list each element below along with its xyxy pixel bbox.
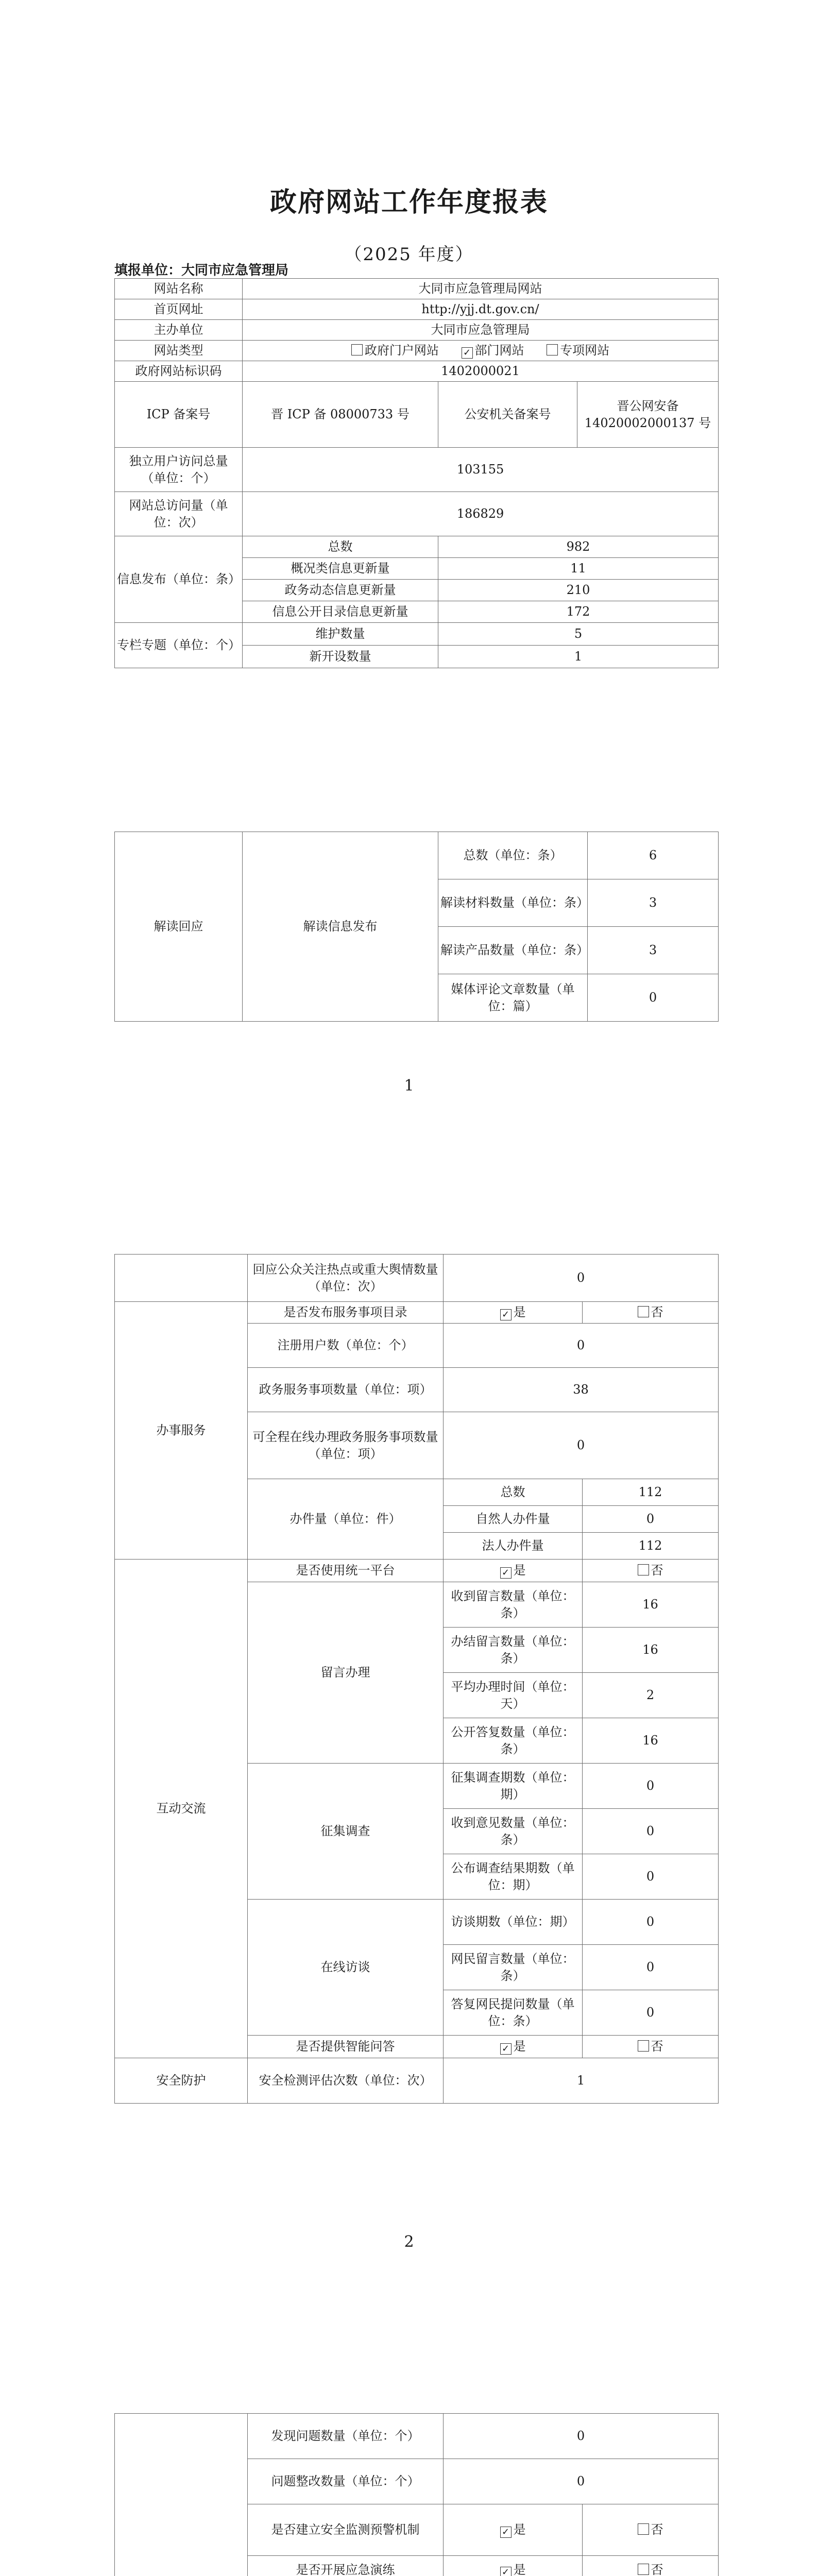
interp-row-value: 6 bbox=[588, 832, 719, 879]
label-security: 安全防护 bbox=[115, 2058, 248, 2104]
report-year: （2025 年度） bbox=[344, 244, 474, 265]
msg-row-label: 公开答复数量（单位：条） bbox=[444, 1718, 583, 1764]
topic-row-label: 维护数量 bbox=[243, 623, 438, 646]
site-type-option: ✓ 部门网站 bbox=[462, 342, 524, 359]
checkbox-icon bbox=[638, 1564, 649, 1575]
page-number: 1 bbox=[404, 1077, 414, 1095]
checkbox-icon: ✓ bbox=[462, 347, 473, 359]
survey-row-value: 0 bbox=[583, 1764, 719, 1809]
checkbox-icon bbox=[638, 2564, 649, 2575]
opt-drill-yes: ✓ 是 bbox=[444, 2556, 583, 2576]
talk-row-label: 访谈期数（单位：期） bbox=[444, 1900, 583, 1945]
checkbox-icon: ✓ bbox=[500, 2567, 512, 2576]
label-site-id: 政府网站标识码 bbox=[115, 361, 243, 382]
checkbox-icon: ✓ bbox=[500, 2043, 512, 2055]
value-icp: 晋 ICP 备 08000733 号 bbox=[243, 382, 438, 448]
msg-row-label: 收到留言数量（单位：条） bbox=[444, 1582, 583, 1628]
opt-smart-yes: ✓ 是 bbox=[444, 2036, 583, 2058]
checkbox-icon bbox=[638, 2040, 649, 2052]
opt-unified-yes: ✓ 是 bbox=[444, 1560, 583, 1582]
handle-row-value: 0 bbox=[583, 1506, 719, 1533]
opt-unified-no: 否 bbox=[583, 1560, 719, 1582]
handle-row-label: 法人办件量 bbox=[444, 1533, 583, 1560]
label-scan: 安全检测评估次数（单位：次） bbox=[248, 2058, 444, 2104]
site-type-options bbox=[243, 341, 719, 361]
survey-row-value: 0 bbox=[583, 1809, 719, 1854]
label-monitor: 是否建立安全监测预警机制 bbox=[248, 2504, 444, 2556]
interp-row-value: 3 bbox=[588, 879, 719, 927]
survey-row-value: 0 bbox=[583, 1854, 719, 1900]
checkbox-icon bbox=[638, 2523, 649, 2535]
value-organizer: 大同市应急管理局 bbox=[243, 320, 719, 341]
site-type-option: 政府门户网站 bbox=[351, 342, 439, 359]
checkbox-icon: ✓ bbox=[500, 2527, 512, 2538]
opt-service-item-yes: ✓ 是 bbox=[444, 1302, 583, 1324]
msg-row-label: 平均办理时间（单位：天） bbox=[444, 1673, 583, 1718]
survey-row-label: 公布调查结果期数（单位：期） bbox=[444, 1854, 583, 1900]
label-found: 发现问题数量（单位：个） bbox=[248, 2414, 444, 2459]
label-icp: ICP 备案号 bbox=[115, 382, 243, 448]
talk-row-value: 0 bbox=[583, 1900, 719, 1945]
value-police: 晋公网安备 14020002000137 号 bbox=[577, 382, 719, 448]
label-site-type: 网站类型 bbox=[115, 341, 243, 361]
label-drill: 是否开展应急演练 bbox=[248, 2556, 444, 2576]
info-row-label: 政务动态信息更新量 bbox=[243, 580, 438, 601]
label-interp: 解读回应 bbox=[115, 832, 243, 1022]
value-found: 0 bbox=[444, 2414, 719, 2459]
survey-row-label: 征集调查期数（单位：期） bbox=[444, 1764, 583, 1809]
handle-row-label: 自然人办件量 bbox=[444, 1506, 583, 1533]
label-pv: 网站总访问量（单位：次） bbox=[115, 492, 243, 536]
talk-row-value: 0 bbox=[583, 1945, 719, 1990]
label-talk: 在线访谈 bbox=[248, 1900, 444, 2036]
label-interp-sub: 解读信息发布 bbox=[243, 832, 438, 1022]
value-reg-users: 0 bbox=[444, 1324, 719, 1368]
label-smart: 是否提供智能问答 bbox=[248, 2036, 444, 2058]
label-home-url: 首页网址 bbox=[115, 299, 243, 320]
checkbox-icon bbox=[351, 344, 363, 355]
interp-row-value: 0 bbox=[588, 974, 719, 1022]
info-row-value: 172 bbox=[438, 601, 719, 623]
report-title: 政府网站工作年度报表 bbox=[269, 187, 548, 218]
handle-row-value: 112 bbox=[583, 1533, 719, 1560]
label-handle: 办件量（单位：件） bbox=[248, 1479, 444, 1560]
label-topic: 专栏专题（单位：个） bbox=[115, 623, 243, 668]
value-respond: 0 bbox=[444, 1255, 719, 1302]
value-fixed: 0 bbox=[444, 2459, 719, 2504]
value-home-url: http://yjj.dt.gov.cn/ bbox=[243, 299, 719, 320]
report-table-1b bbox=[114, 832, 719, 1022]
talk-row-label: 网民留言数量（单位：条） bbox=[444, 1945, 583, 1990]
label-service-item: 是否发布服务事项目录 bbox=[248, 1302, 444, 1324]
info-row-value: 210 bbox=[438, 580, 719, 601]
label-survey: 征集调查 bbox=[248, 1764, 444, 1900]
interp-row-label: 解读产品数量（单位：条） bbox=[438, 927, 588, 974]
topic-row-value: 1 bbox=[438, 646, 719, 668]
label-msg: 留言办理 bbox=[248, 1582, 444, 1764]
talk-row-label: 答复网民提问数量（单位：条） bbox=[444, 1990, 583, 2036]
checkbox-icon: ✓ bbox=[500, 1309, 512, 1320]
opt-drill-no: 否 bbox=[583, 2556, 719, 2576]
label-reg-users: 注册用户数（单位：个） bbox=[248, 1324, 444, 1368]
interp-row-value: 3 bbox=[588, 927, 719, 974]
report-table-2 bbox=[114, 1254, 719, 2104]
info-row-label: 概况类信息更新量 bbox=[243, 558, 438, 580]
msg-row-value: 16 bbox=[583, 1718, 719, 1764]
handle-row-label: 总数 bbox=[444, 1479, 583, 1506]
label-online: 可全程在线办理政务服务事项数量（单位：项） bbox=[248, 1412, 444, 1479]
interp-row-label: 总数（单位：条） bbox=[438, 832, 588, 879]
report-table-3 bbox=[114, 2413, 719, 2576]
label-organizer: 主办单位 bbox=[115, 320, 243, 341]
opt-monitor-yes: ✓ 是 bbox=[444, 2504, 583, 2556]
talk-row-value: 0 bbox=[583, 1990, 719, 2036]
value-site-id: 1402000021 bbox=[243, 361, 719, 382]
report-table-1 bbox=[114, 278, 719, 668]
label-info-publish: 信息发布（单位：条） bbox=[115, 536, 243, 623]
label-unified: 是否使用统一平台 bbox=[248, 1560, 444, 1582]
value-site-name: 大同市应急管理局网站 bbox=[243, 279, 719, 299]
msg-row-value: 2 bbox=[583, 1673, 719, 1718]
value-service-count: 38 bbox=[444, 1368, 719, 1412]
msg-row-value: 16 bbox=[583, 1628, 719, 1673]
msg-row-label: 办结留言数量（单位：条） bbox=[444, 1628, 583, 1673]
interp-row-label: 媒体评论文章数量（单位：篇） bbox=[438, 974, 588, 1022]
label-police: 公安机关备案号 bbox=[438, 382, 577, 448]
opt-monitor-no: 否 bbox=[583, 2504, 719, 2556]
page-number: 2 bbox=[404, 2233, 414, 2251]
label-site-name: 网站名称 bbox=[115, 279, 243, 299]
site-type-option: 专项网站 bbox=[547, 342, 609, 359]
info-row-label: 信息公开目录信息更新量 bbox=[243, 601, 438, 623]
info-row-label: 总数 bbox=[243, 536, 438, 558]
topic-row-label: 新开设数量 bbox=[243, 646, 438, 668]
label-office: 办事服务 bbox=[115, 1302, 248, 1560]
info-row-value: 11 bbox=[438, 558, 719, 580]
opt-service-item-no: 否 bbox=[583, 1302, 719, 1324]
topic-row-value: 5 bbox=[438, 623, 719, 646]
value-pv: 186829 bbox=[243, 492, 719, 536]
survey-row-label: 收到意见数量（单位：条） bbox=[444, 1809, 583, 1854]
handle-row-value: 112 bbox=[583, 1479, 719, 1506]
label-interact: 互动交流 bbox=[115, 1560, 248, 2058]
label-respond: 回应公众关注热点或重大舆情数量（单位：次） bbox=[248, 1255, 444, 1302]
label-fixed: 问题整改数量（单位：个） bbox=[248, 2459, 444, 2504]
msg-row-value: 16 bbox=[583, 1582, 719, 1628]
opt-smart-no: 否 bbox=[583, 2036, 719, 2058]
value-scan: 1 bbox=[444, 2058, 719, 2104]
checkbox-icon: ✓ bbox=[500, 1567, 512, 1579]
info-row-value: 982 bbox=[438, 536, 719, 558]
checkbox-icon bbox=[547, 344, 558, 355]
fill-unit: 填报单位：大同市应急管理局 bbox=[114, 263, 289, 278]
interp-row-label: 解读材料数量（单位：条） bbox=[438, 879, 588, 927]
value-online: 0 bbox=[444, 1412, 719, 1479]
checkbox-icon bbox=[638, 1306, 649, 1317]
label-uv: 独立用户访问总量（单位：个） bbox=[115, 448, 243, 492]
value-uv: 103155 bbox=[243, 448, 719, 492]
label-service-count: 政务服务事项数量（单位：项） bbox=[248, 1368, 444, 1412]
